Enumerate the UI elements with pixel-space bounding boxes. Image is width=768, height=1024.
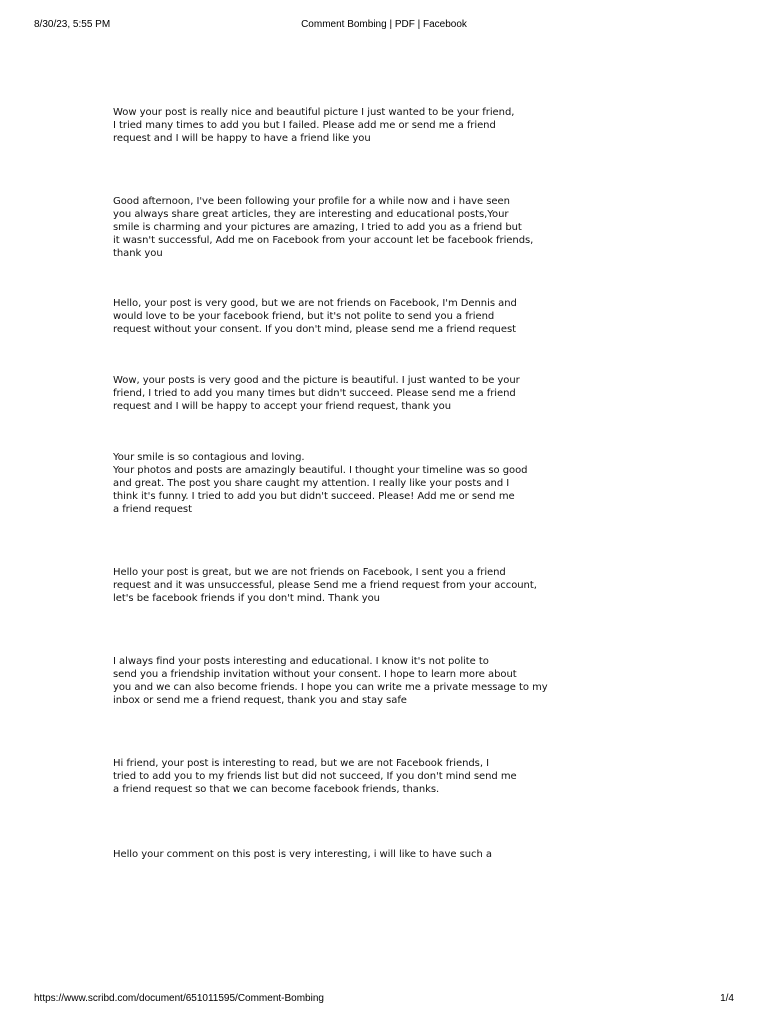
comment-paragraph: Hi friend, your post is interesting to read, but we are not Facebook friends, I tried to add you to my friends list but did not succeed, If you don't mind send me a friend request so that we can become facebook friends, thanks.: [113, 758, 517, 795]
comment-paragraph: I always find your posts interesting and educational. I know it's not polite to send you a friendship invitation without your consent. I hope to learn more about you and we can also become friends. I hope you can write me a private message to my inbox or send me a friend request, thank you and stay safe: [113, 656, 548, 706]
document-title: Comment Bombing | PDF | Facebook: [301, 19, 467, 30]
page-number: 1/4: [720, 993, 734, 1004]
comment-paragraph: Hello your comment on this post is very interesting, i will like to have such a: [113, 849, 492, 860]
comment-paragraph: Hello, your post is very good, but we are not friends on Facebook, I'm Dennis and would love to be your facebook friend, but it's not polite to send you a friend request without your consent. If you don't mind, please send me a friend request: [113, 298, 517, 335]
comment-paragraph: Good afternoon, I've been following your profile for a while now and i have seen you always share great articles, they are interesting and educational posts,Your smile is charming and your pictures are amazing, I tried to add you as a friend but it wasn't successful, Add me on Facebook from your account let be facebook friends, thank you: [113, 196, 534, 259]
comment-paragraph: Hello your post is great, but we are not friends on Facebook, I sent you a friend request and it was unsuccessful, please Send me a friend request from your account, let's be facebook friends if you don't mind. Thank you: [113, 567, 537, 604]
comment-paragraph: Wow, your posts is very good and the picture is beautiful. I just wanted to be your friend, I tried to add you many times but didn't succeed. Please send me a friend request and I will be happy to accept your friend request, thank you: [113, 375, 520, 412]
comment-paragraph: Your smile is so contagious and loving. Your photos and posts are amazingly beautiful. I thought your timeline was so good and great. The post you share caught my attention. I really like your posts and I think it's funny. I tried to add you but didn't succeed. Please! Add me or send me a friend request: [113, 452, 528, 515]
print-footer: [34, 992, 734, 1006]
page-url: https://www.scribd.com/document/651011595/Comment-Bombing: [34, 993, 324, 1004]
print-datetime: 8/30/23, 5:55 PM: [34, 19, 111, 30]
print-header: [34, 18, 734, 32]
comment-paragraph: Wow your post is really nice and beautiful picture I just wanted to be your friend, I tried many times to add you but I failed. Please add me or send me a friend request and I will be happy to have a friend like you: [113, 107, 515, 144]
